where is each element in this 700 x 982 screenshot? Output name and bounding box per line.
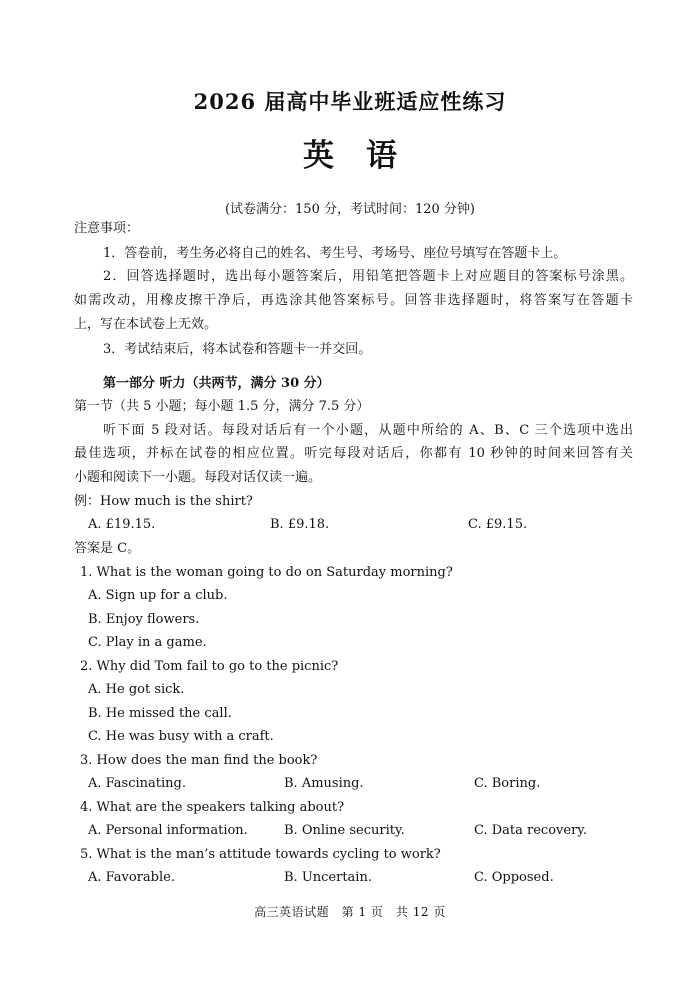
instructions-line-3: 小题和阅读下一小题。每段对话仅读一遍。 (74, 470, 322, 485)
question-4-option-b: B. Online security. (284, 823, 405, 838)
subject-title: 英语 (303, 138, 429, 174)
note-item-3: 3．考试结束后，将本试卷和答题卡一并交回。 (103, 342, 372, 357)
question-4: 4. What are the speakers talking about? (80, 800, 345, 815)
note-item-2-line-2: 如需改动，用橡皮擦干净后，再选涂其他答案标号。回答非选择题时，将答案写在答题卡 (74, 293, 633, 308)
question-4-option-a: A. Personal information. (88, 823, 248, 838)
question-1-option-b: B. Enjoy flowers. (88, 612, 200, 627)
notes-heading: 注意事项： (74, 221, 140, 236)
question-5-option-b: B. Uncertain. (284, 870, 372, 885)
question-2-option-a: A. He got sick. (88, 682, 185, 697)
question-2-option-b: B. He missed the call. (88, 706, 232, 721)
question-1: 1. What is the woman going to do on Saturday morning? (80, 565, 453, 580)
question-1-option-a: A. Sign up for a club. (88, 588, 228, 603)
example-option-b: B. £9.18. (270, 517, 330, 532)
note-item-2-line-1: 2．回答选择题时，选出每小题答案后，用铅笔把答题卡上对应题目的答案标号涂黑。 (103, 269, 633, 284)
example-answer: 答案是 C。 (74, 541, 141, 556)
example-option-a: A. £19.15. (88, 517, 156, 532)
question-4-option-c: C. Data recovery. (474, 823, 588, 838)
example-question: 例：How much is the shirt? (74, 494, 253, 509)
instructions-line-1: 听下面 5 段对话。每段对话后有一个小题，从题中所给的 A、B、C 三个选项中选出 (103, 423, 633, 438)
question-5: 5. What is the man’s attitude towards cycling to work? (80, 847, 441, 862)
exam-info: (试卷满分：150 分，考试时间：120 分钟) (224, 202, 476, 217)
question-5-option-a: A. Favorable. (88, 870, 175, 885)
question-3: 3. How does the man find the book? (80, 753, 318, 768)
question-5-option-c: C. Opposed. (474, 870, 554, 885)
question-3-option-a: A. Fascinating. (88, 776, 186, 791)
question-3-option-c: C. Boring. (474, 776, 541, 791)
question-1-option-c: C. Play in a game. (88, 635, 207, 650)
example-option-c: C. £9.15. (468, 517, 528, 532)
instructions-line-2: 最佳选项，并标在试卷的相应位置。听完每段对话后，你都有 10 秒钟的时间来回答有关 (74, 446, 633, 461)
page-footer: 高三英语试题 第 1 页 共 12 页 (254, 905, 446, 919)
question-2-option-c: C. He was busy with a craft. (88, 729, 274, 744)
exam-title: 2026 届高中毕业班适应性练习 (193, 89, 507, 114)
note-item-1: 1．答卷前，考生务必将自己的姓名、考生号、考场号、座位号填写在答题卡上。 (103, 246, 567, 261)
part1-heading: 第一部分 听力（共两节，满分 30 分） (103, 376, 330, 391)
question-2: 2. Why did Tom fail to go to the picnic? (80, 659, 339, 674)
question-3-option-b: B. Amusing. (284, 776, 364, 791)
note-item-2-line-3: 上，写在本试卷上无效。 (74, 317, 218, 332)
section1-heading: 第一节（共 5 小题；每小题 1.5 分，满分 7.5 分） (74, 399, 370, 414)
